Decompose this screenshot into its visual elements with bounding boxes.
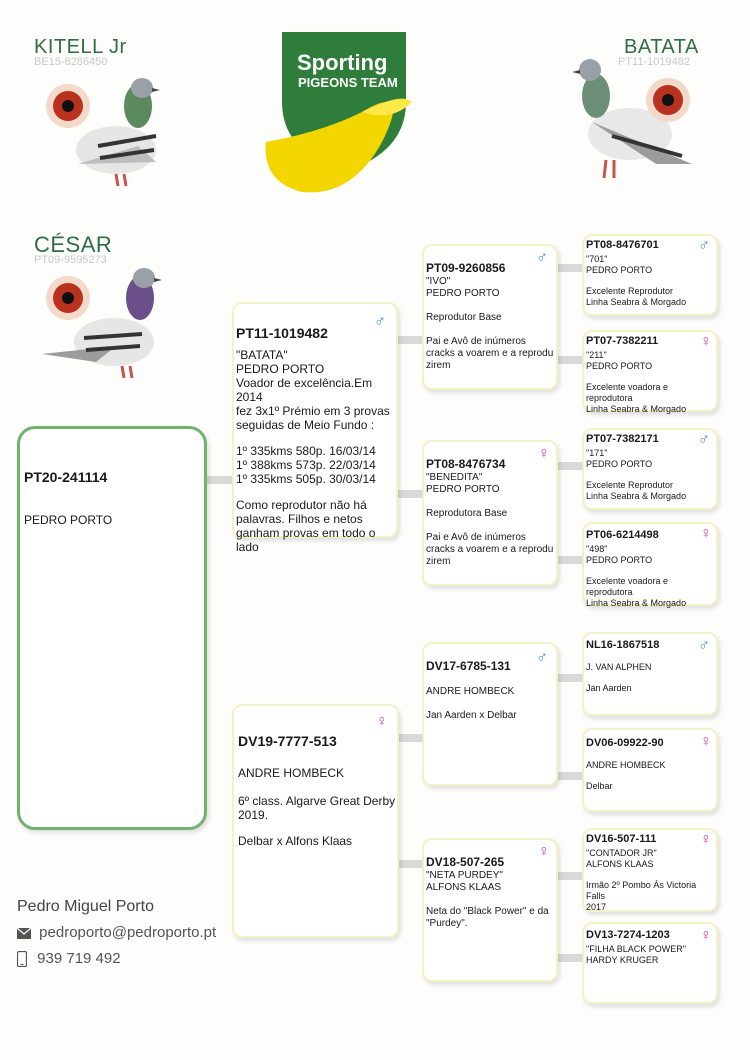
dam-sire-card [422,642,558,786]
sire-owner: PEDRO PORTO [236,362,325,376]
subject-ring: PT20-241114 [24,469,108,485]
g7-desc-1: Irmão 2º Pombo Ás Victoria Falls [586,880,697,901]
g3-owner: PEDRO PORTO [586,459,653,469]
female-symbol-icon: ♀ [376,713,388,730]
subject-owner: PEDRO PORTO [24,513,113,527]
contact-name: Pedro Miguel Porto [17,898,154,915]
g1-desc-2: Linha Seabra & Morgado [586,297,687,307]
sire-name: "BATATA" [236,348,288,362]
male-symbol-icon: ♂ [698,431,710,448]
ss-desc-2: Pai e Avô de inúmeros [426,336,526,347]
g7-ring: DV16-507-111 [586,833,657,845]
g6-ring: DV06-09922-90 [586,737,664,749]
female-symbol-icon: ♀ [700,333,712,350]
ss-desc-1: Reprodutor Base [426,312,502,323]
dam-card [232,704,399,938]
g3-name: "171" [586,448,608,458]
ss-desc-4: zirem [426,360,451,371]
connector-sire-ss [398,336,424,344]
subject-pigeon-card [17,426,207,830]
sire-sire-card [422,244,558,390]
mid-left-pigeon-name: CÉSAR [34,232,113,257]
female-symbol-icon: ♀ [700,927,712,944]
g4-ring: PT06-6214498 [586,529,659,541]
sire-dam-card [422,440,558,586]
ds-ring: DV17-6785-131 [426,659,511,673]
g3-desc-1: Excelente Reprodutor [586,480,674,490]
dd-desc-1: Neta do "Black Power" e da [426,906,549,917]
g3-card [582,428,718,510]
top-right-pigeon-ring: PT11-1019482 [618,56,690,68]
top-left-pigeon-name: KITELL Jr [34,36,127,58]
logo-text-sporting: Sporting [297,50,388,75]
contact-email[interactable]: pedroporto@pedroporto.pt [39,924,217,941]
ss-owner: PEDRO PORTO [426,288,500,299]
pigeon-cesar-image [36,258,166,382]
sd-ring: PT08-8476734 [426,457,506,471]
g7-desc-2: 2017 [586,902,607,912]
g2-owner: PEDRO PORTO [586,361,653,371]
sire-desc-6: ganham provas em todo o lado [236,526,376,554]
sire-desc-1: Voador de excelência.Em 2014 [236,376,373,404]
connector-sd-g4 [558,556,584,564]
g5-owner: J. VAN ALPHEN [586,662,652,672]
g7-card [582,828,718,912]
g8-owner: HARDY KRUGER [586,955,659,965]
sire-result-1: 1º 335kms 580p. 16/03/14 [236,444,376,458]
g8-name: "FILHA BLACK POWER" [586,944,686,954]
connector-sire-sd [398,490,424,498]
dam-dam-card [422,838,558,982]
sire-result-3: 1º 335kms 505p. 30/03/14 [236,472,376,486]
mobile-phone-icon [17,951,27,967]
male-symbol-icon: ♂ [536,649,548,666]
g8-ring: DV13-7274-1203 [586,929,670,941]
g6-card [582,728,718,812]
connector-subject-sire [205,476,235,484]
dd-desc-2: "Purdey". [426,918,468,929]
g7-name: "CONTADOR JR" [586,848,657,858]
female-symbol-icon: ♀ [538,843,550,860]
g1-card [582,234,718,316]
male-symbol-icon: ♂ [698,237,710,254]
top-left-pigeon-ring: BE15-6286450 [34,56,108,68]
g6-owner: ANDRE HOMBECK [586,760,666,770]
connector-ds-g6 [558,772,584,780]
contact-email-row[interactable] [17,924,216,941]
g3-ring: PT07-7382171 [586,433,659,445]
g4-desc-1: Excelente voadora e reprodutora [586,576,669,597]
dd-ring: DV18-507-265 [426,855,505,869]
g8-card [582,922,718,1004]
g2-desc-2: Linha Seabra & Morgado [586,404,687,414]
male-symbol-icon: ♂ [536,249,548,266]
g2-ring: PT07-7382211 [586,335,659,347]
sd-desc-1: Reprodutora Base [426,508,508,519]
g2-name: "211" [586,350,607,360]
connector-dd-g7 [558,872,584,880]
top-right-pigeon-name: BATATA [624,36,699,58]
sd-desc-2: Pai e Avô de inúmeros [426,532,526,543]
sire-ring: PT11-1019482 [236,325,328,341]
g7-owner: ALFONS KLAAS [586,859,654,869]
g4-name: "498" [586,544,608,554]
female-symbol-icon: ♀ [700,525,712,542]
ds-owner: ANDRE HOMBECK [426,686,515,697]
logo-text-pigeons-team: PIGEONS TEAM [298,75,398,90]
male-symbol-icon: ♂ [374,313,386,330]
dam-owner: ANDRE HOMBECK [238,766,345,780]
sire-result-2: 1º 388kms 573p. 22/03/14 [236,458,376,472]
g5-card [582,632,718,716]
contact-phone-row[interactable] [17,950,121,967]
sd-owner: PEDRO PORTO [426,484,500,495]
sporting-pigeons-team-logo [262,22,422,202]
ss-desc-3: cracks a voarem e a reprodu [426,348,554,359]
ss-ring: PT09-9260856 [426,261,506,275]
g5-desc-1: Jan Aarden [586,683,632,693]
g4-desc-2: Linha Seabra & Morgado [586,598,687,608]
envelope-icon [17,928,31,939]
g2-card [582,330,718,412]
mid-left-pigeon-ring: PT09-9595273 [34,254,107,266]
connector-sd-g3 [558,462,584,470]
connector-ss-g2 [558,356,584,364]
sire-desc-2: fez 3x1º Prémio em 3 provas [236,404,390,418]
ds-desc-1: Jan Aarden x Delbar [426,710,517,721]
g6-desc-1: Delbar [586,781,613,791]
g1-desc-1: Excelente Reprodutor [586,286,674,296]
female-symbol-icon: ♀ [538,445,550,462]
connector-dd-g8 [558,954,584,962]
dam-desc-3: Delbar x Alfons Klaas [238,834,353,848]
pigeon-batata-image [572,52,702,184]
sd-desc-4: zirem [426,556,451,567]
ss-name: "IVO" [426,276,451,287]
male-symbol-icon: ♂ [698,637,710,654]
connector-ss-g1 [558,264,584,272]
g1-name: "701" [586,254,608,264]
g1-ring: PT08-8476701 [586,239,659,251]
sire-desc-5: palavras. Filhos e netos [236,512,363,526]
dam-ring: DV19-7777-513 [238,733,337,749]
sd-name: "BENEDITA" [426,472,483,483]
dam-desc-2: 2019. [238,808,269,822]
g2-desc-1: Excelente voadora e reprodutora [586,382,669,403]
sire-desc-3: seguidas de Meio Fundo : [236,418,375,432]
female-symbol-icon: ♀ [700,733,712,750]
pigeon-kitell-image [38,66,168,190]
contact-phone[interactable]: 939 719 492 [37,950,121,967]
dd-name: "NETA PURDEY" [426,870,503,881]
sire-card [232,302,398,554]
sd-desc-3: cracks a voarem e a reprodu [426,544,554,555]
g1-owner: PEDRO PORTO [586,265,653,275]
g3-desc-2: Linha Seabra & Morgado [586,491,687,501]
sire-desc-4: Como reprodutor não há [236,498,367,512]
connector-ds-g5 [558,674,584,682]
g4-card [582,522,718,606]
dam-desc-1: 6º class. Algarve Great Derby [238,794,396,808]
g5-ring: NL16-1867518 [586,639,660,651]
g4-owner: PEDRO PORTO [586,555,653,565]
female-symbol-icon: ♀ [700,831,712,848]
dd-owner: ALFONS KLAAS [426,882,502,893]
